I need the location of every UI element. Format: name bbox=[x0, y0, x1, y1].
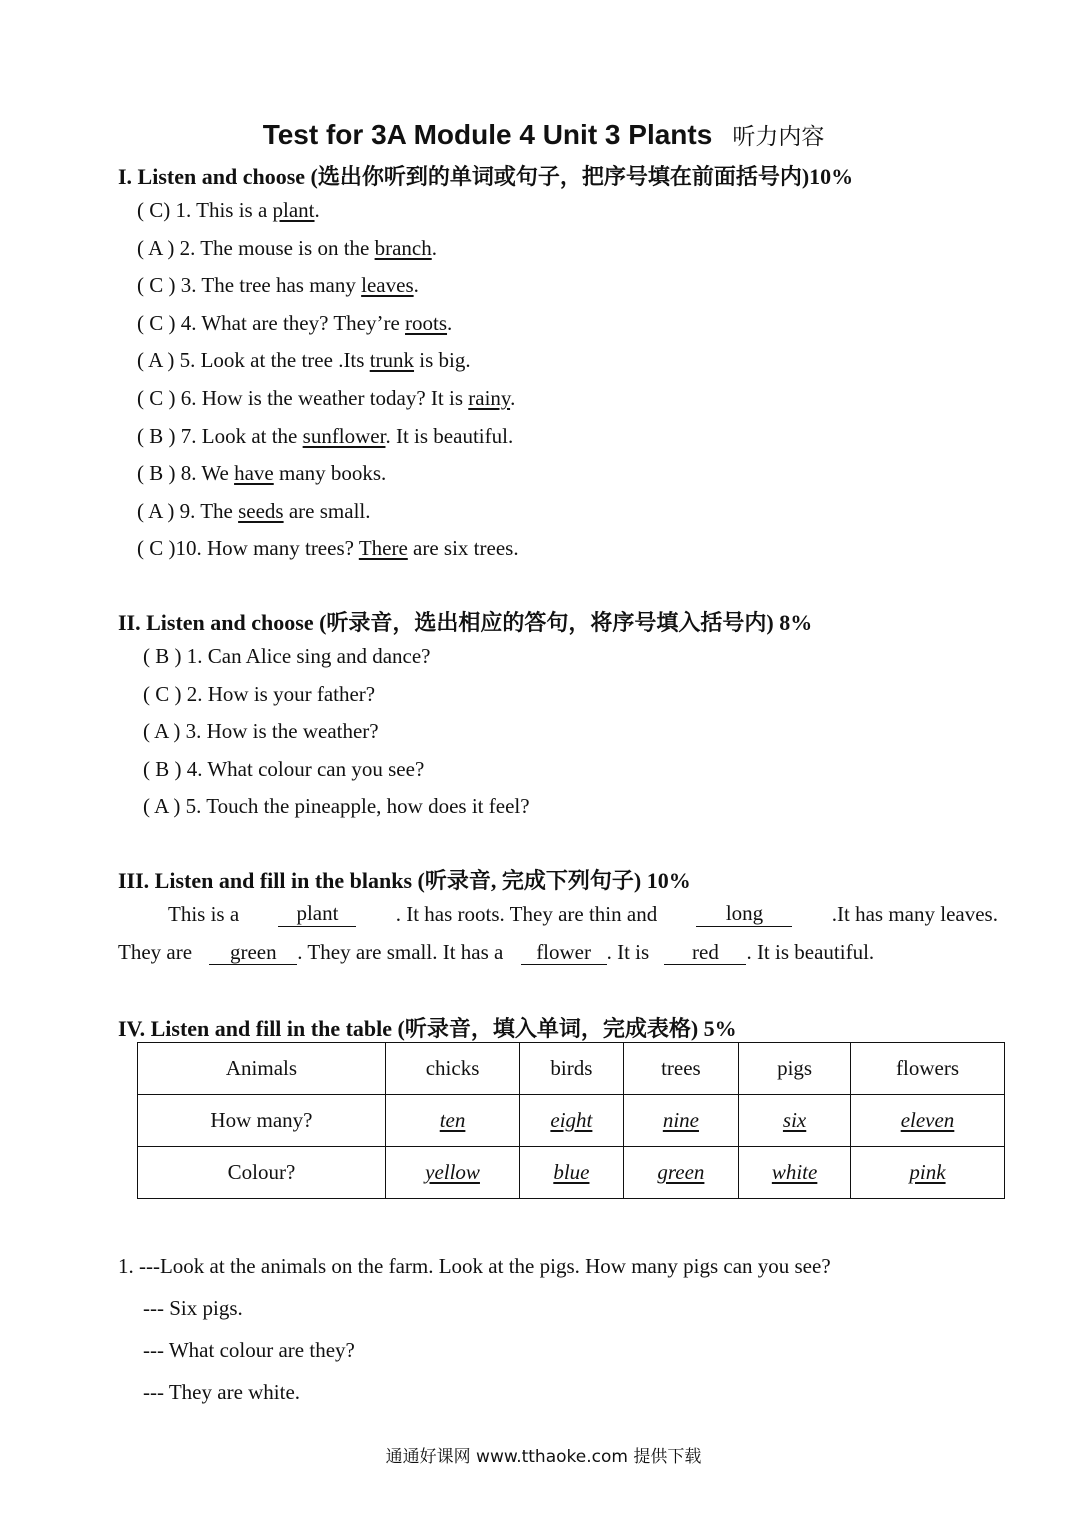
question-item: ( A ) 5. Touch the pineapple, how does it feel? bbox=[143, 794, 530, 819]
question-text: ( A ) 2. The mouse is on the bbox=[137, 235, 375, 260]
title-chinese: 听力内容 bbox=[732, 124, 825, 150]
table-cell bbox=[623, 1095, 739, 1147]
keyword: leaves bbox=[361, 273, 414, 298]
table-header-cell: birds bbox=[520, 1043, 623, 1095]
section3-heading: III. Listen and fill in the blanks (听录音, 完成下列句子) 10% bbox=[118, 868, 691, 893]
answer-blank: plant bbox=[278, 902, 356, 927]
text: This is a bbox=[168, 902, 240, 926]
answer-text: yellow bbox=[425, 1160, 480, 1184]
dialogue-line: --- What colour are they? bbox=[143, 1338, 355, 1362]
question-item bbox=[137, 424, 513, 449]
question-text: ( B ) 7. Look at the bbox=[137, 423, 303, 448]
keyword: trunk bbox=[369, 348, 415, 373]
table-row bbox=[138, 1147, 1005, 1199]
question-text: . bbox=[510, 386, 516, 410]
question-item bbox=[137, 273, 419, 298]
row-label: How many? bbox=[138, 1095, 386, 1147]
dialogue-line: --- Six pigs. bbox=[143, 1296, 243, 1320]
title-english: Test for 3A Module 4 Unit 3 Plants bbox=[262, 119, 713, 150]
answer-table bbox=[137, 1042, 1005, 1199]
table-cell bbox=[851, 1095, 1005, 1147]
question-item bbox=[137, 499, 371, 524]
question-item bbox=[137, 311, 452, 336]
question-item: ( B ) 1. Can Alice sing and dance? bbox=[143, 644, 431, 668]
question-item bbox=[137, 386, 515, 411]
question-text: is big. bbox=[414, 348, 471, 373]
section4-heading: IV. Listen and fill in the table (听录音，填入单词，完成表格) 5% bbox=[118, 1016, 737, 1041]
question-text: ( A ) 9. The bbox=[137, 498, 239, 523]
question-text: many books. bbox=[273, 461, 387, 486]
table-header-cell: Animals bbox=[138, 1043, 386, 1095]
table-cell bbox=[739, 1147, 851, 1199]
text: They are bbox=[118, 940, 198, 964]
keyword: There bbox=[358, 536, 408, 561]
answer-blank: long bbox=[696, 902, 792, 927]
answer-blank: red bbox=[664, 941, 746, 965]
answer-blank: flower bbox=[521, 941, 607, 965]
question-item: ( A ) 3. How is the weather? bbox=[143, 719, 379, 744]
dialogue-line: --- They are white. bbox=[143, 1380, 301, 1404]
answer-text: eleven bbox=[900, 1108, 955, 1132]
question-text: . bbox=[447, 310, 453, 335]
text: . It is bbox=[606, 940, 655, 964]
table-cell bbox=[623, 1147, 739, 1199]
keyword: roots bbox=[405, 310, 448, 335]
paragraph-line-2 bbox=[118, 940, 874, 965]
question-item bbox=[137, 536, 519, 561]
question-item: ( B ) 4. What colour can you see? bbox=[143, 756, 425, 781]
answer-blank: green bbox=[209, 941, 297, 965]
section1-heading: I. Listen and choose (选出你听到的单词或句子，把序号填在前面括号内)10% bbox=[118, 164, 854, 189]
keyword: branch bbox=[374, 235, 432, 260]
question-item bbox=[137, 198, 320, 223]
row-label: Colour? bbox=[138, 1147, 386, 1199]
text: . It has roots. They are thin and bbox=[395, 902, 658, 926]
answer-text: ten bbox=[439, 1108, 466, 1132]
question-text: ( A ) 5. Look at the tree .Its bbox=[137, 348, 370, 373]
table-cell bbox=[385, 1147, 519, 1199]
table-header-cell: flowers bbox=[851, 1043, 1005, 1095]
answer-text: blue bbox=[553, 1160, 590, 1184]
section2-heading: II. Listen and choose (听录音，选出相应的答句，将序号填入括号内) 8% bbox=[118, 610, 813, 635]
question-text: . bbox=[314, 198, 320, 222]
keyword: rainy bbox=[468, 386, 511, 410]
table-header-cell: chicks bbox=[385, 1043, 519, 1095]
text: . It is beautiful. bbox=[746, 940, 875, 964]
answer-text: white bbox=[771, 1160, 818, 1184]
table-cell bbox=[851, 1147, 1005, 1199]
question-text: ( C ) 6. How is the weather today? It is bbox=[137, 386, 469, 410]
keyword: seeds bbox=[238, 498, 284, 523]
question-text: ( C )10. How many trees? bbox=[137, 536, 359, 561]
table-cell bbox=[520, 1147, 623, 1199]
question-item bbox=[137, 348, 471, 373]
question-text: ( C ) 4. What are they? They’re bbox=[137, 310, 406, 335]
footer-text: 通通好课网 www.tthaoke.com 提供下载 bbox=[385, 1447, 702, 1467]
question-text: are six trees. bbox=[407, 536, 519, 561]
text: .It has many leaves. bbox=[831, 902, 998, 926]
question-text: . It is beautiful. bbox=[385, 423, 514, 448]
answer-text: six bbox=[782, 1108, 807, 1132]
table-header-cell: pigs bbox=[739, 1043, 851, 1095]
answer-text: pink bbox=[909, 1160, 946, 1184]
table-header-cell: trees bbox=[623, 1043, 739, 1095]
keyword: sunflower bbox=[302, 423, 386, 448]
table-cell bbox=[385, 1095, 519, 1147]
question-text: ( B ) 8. We bbox=[137, 461, 235, 486]
question-text: are small. bbox=[283, 498, 371, 523]
table-cell bbox=[520, 1095, 623, 1147]
question-item: ( C ) 2. How is your father? bbox=[143, 681, 376, 706]
question-text: . bbox=[413, 273, 419, 298]
page-title bbox=[0, 118, 1087, 152]
text: . They are small. It has a bbox=[297, 940, 509, 964]
question-item bbox=[137, 461, 386, 486]
table-cell bbox=[739, 1095, 851, 1147]
keyword: have bbox=[234, 461, 274, 486]
table-row bbox=[138, 1043, 1005, 1095]
keyword: plant bbox=[272, 198, 315, 222]
dialogue-line: 1. ---Look at the animals on the farm. Look at the pigs. How many pigs can you see? bbox=[118, 1254, 831, 1278]
question-text: ( C) 1. This is a bbox=[137, 198, 273, 222]
question-text: ( C ) 3. The tree has many bbox=[137, 273, 362, 298]
question-item bbox=[137, 236, 437, 261]
question-text: . bbox=[431, 235, 437, 260]
paragraph-line-1 bbox=[168, 902, 998, 927]
answer-text: green bbox=[657, 1160, 705, 1184]
section3-paragraph bbox=[118, 902, 998, 982]
answer-text: eight bbox=[550, 1108, 593, 1132]
answer-text: nine bbox=[662, 1108, 699, 1132]
table-row bbox=[138, 1095, 1005, 1147]
